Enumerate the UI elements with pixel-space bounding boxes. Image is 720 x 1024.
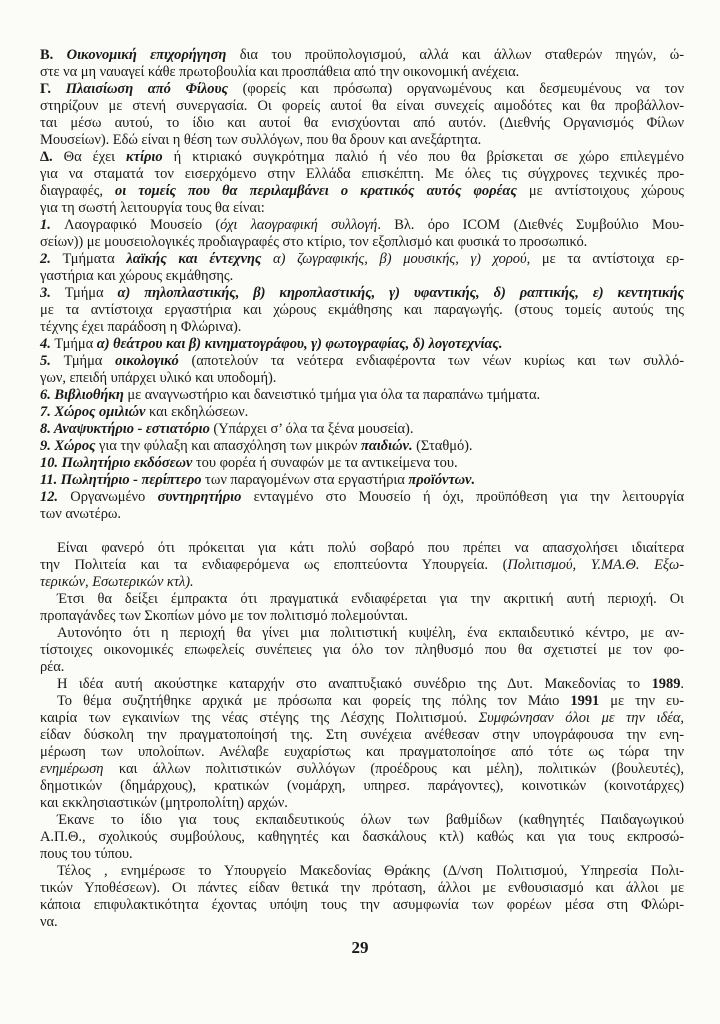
text-segment: Συμφώνησαν όλοι με την ιδέα,	[478, 710, 684, 726]
document-text	[40, 47, 684, 931]
text-line	[40, 693, 684, 710]
text-segment: .	[680, 676, 684, 692]
text-segment: Οργανωμένο	[70, 489, 158, 505]
text-line	[40, 47, 684, 64]
text-segment: 7.	[40, 404, 55, 420]
text-segment: Πλαισίωση από Φίλους	[65, 81, 228, 97]
text-line	[40, 744, 684, 761]
text-segment: Τμήματα	[62, 251, 127, 267]
text-line	[40, 676, 684, 693]
text-segment: διαγραφές,	[40, 183, 115, 199]
text-segment: ενταγμένο στο Μουσείο ή όχι, προϋπόθεση για την λειτουργία	[241, 489, 684, 505]
text-line	[40, 880, 684, 897]
text-segment: τίστοιχες οικονομικές επωφελείς συνέπειες για όλο τον πληθυσμό που θα σχετιστεί με τον φο-	[40, 642, 684, 658]
text-line	[40, 710, 684, 727]
text-line	[40, 642, 684, 659]
text-line	[40, 285, 684, 302]
text-segment: όχι λαογραφική συλλογή	[220, 217, 378, 233]
text-line	[40, 421, 684, 438]
text-segment: σείων)) με μουσειολογικές προδιαγραφές στο κτίριο, τον εξοπλισμό και φυσικά το προσωπικό.	[40, 234, 588, 250]
text-line	[40, 370, 684, 387]
text-segment: και εκδηλώσεων.	[145, 404, 249, 420]
text-segment: γων, επειδή υπάρχει υλικό και υποδομή).	[40, 370, 277, 386]
text-segment: (φορείς και πρόσωπα) οργανωμένους και δεσμευμένους να τον	[227, 81, 684, 97]
text-segment: 1989	[651, 676, 681, 692]
text-line	[40, 404, 684, 421]
text-segment: 4.	[40, 336, 55, 352]
text-segment: Πωλητήριο εκδόσεων	[61, 455, 193, 471]
text-segment: Έκανε το ίδιο για τους εκπαιδευτικούς όλων των βαθμίδων (καθηγητές Παιδαγωγικού	[57, 812, 684, 828]
text-segment: λαϊκής και έντεχνης	[126, 251, 262, 267]
text-segment: Μουσείων). Εδώ είναι η θέση των συλλόγων, που θα δρουν και ανεξάρτητα.	[40, 132, 482, 148]
text-segment: κάποια επιφυλακτικότητα έχοντας υπόψη τους την ασυμφωνία των φορέων μέσα στη Φλώρι-	[40, 897, 684, 913]
text-segment: να.	[40, 914, 58, 930]
text-segment: Οικονομική επιχορήγηση	[66, 47, 227, 63]
text-line	[40, 574, 684, 591]
text-line	[40, 132, 684, 149]
text-line	[40, 727, 684, 744]
text-segment: με τα αντίστοιχα ερ-	[530, 251, 685, 267]
text-segment: 6.	[40, 387, 55, 403]
text-segment: προπαγάνδες των Σκοπίων μόνο με τον πολιτισμό πολεμούνται.	[40, 608, 408, 624]
text-line	[40, 251, 684, 268]
text-segment: Είναι φανερό ότι πρόκειται για κάτι πολύ σοβαρό που πρέπει να απασχολήσει ιδιαίτερα	[57, 540, 684, 556]
text-segment: τέχνης έχει παράδοση η Φλώρινα).	[40, 319, 242, 335]
text-segment: του φορέα ή συναφών με τα αντικείμενα του.	[192, 455, 458, 471]
text-segment: Χώρος	[54, 438, 96, 454]
text-segment: δια του προϋπολογισμού, αλλά και άλλων σταθερών πηγών, ώ-	[226, 47, 684, 63]
text-segment: πους του τύπου.	[40, 846, 133, 862]
text-segment: συντηρητήριο	[157, 489, 242, 505]
text-line	[40, 659, 684, 676]
text-segment: 2.	[40, 251, 63, 267]
text-segment: Έτσι θα δείξει έμπρακτα ότι πραγματικά ενδιαφέρεται για την ακριτική αυτή περιοχή. Οι	[57, 591, 684, 607]
text-segment: α) θεάτρου και β) κινηματογράφου, γ) φωτογραφίας, δ) λογοτεχνίας.	[96, 336, 503, 352]
text-line	[40, 149, 684, 166]
text-segment: με αντίστοιχους χώρους	[516, 183, 684, 199]
text-segment: 5.	[40, 353, 64, 369]
text-segment: Τμήμα	[54, 336, 97, 352]
text-segment: Θα έχει	[63, 149, 127, 165]
text-segment: των ανωτέρω.	[40, 506, 121, 522]
text-line	[40, 438, 684, 455]
text-line	[40, 540, 684, 557]
text-segment: στηρίζουν με στενή συνεργασία. Οι φορείς αυτοί θα είναι συνεχείς αιμοδότες και θα προβάλλον-	[40, 98, 684, 114]
text-segment: Τμήμα	[64, 285, 118, 301]
text-segment: Β.	[40, 47, 67, 63]
section-narrative	[40, 540, 684, 931]
text-segment: Η ιδέα αυτή ακούστηκε καταρχήν στο αναπτυξιακό συνέδριο της Δυτ. Μακεδονίας το	[57, 676, 652, 692]
text-segment: με την ευ-	[599, 693, 684, 709]
text-segment: για τη σωστή λειτουργία τους θα είναι:	[40, 200, 265, 216]
text-segment: 8.	[40, 421, 54, 437]
text-segment: 1991	[570, 693, 600, 709]
text-line	[40, 387, 684, 404]
text-line	[40, 897, 684, 914]
text-segment: καιρία των εγκαινίων της νέας στέγης της Λέσχης Πολιτισμού.	[40, 710, 479, 726]
text-line	[40, 319, 684, 336]
text-line	[40, 353, 684, 370]
text-line	[40, 829, 684, 846]
text-segment: με τα αντίστοιχα εργαστήρια και χώρους εκμάθησης και παραγωγής. (στους τομείς αυτούς της	[40, 302, 684, 318]
text-segment: οι τομείς που θα περιλαμβάνει ο κρατικός αυτός φορέας	[115, 183, 517, 199]
text-segment: τερικών, Εσωτερικών κτλ).	[40, 574, 194, 590]
text-segment: παιδιών.	[360, 438, 413, 454]
text-line	[40, 863, 684, 880]
text-line	[40, 234, 684, 251]
text-segment: Αναψυκτήριο - εστιατόριο	[53, 421, 210, 437]
text-line	[40, 506, 684, 523]
text-segment: Πωλητήριο - περίπτερο	[60, 472, 202, 488]
text-line	[40, 778, 684, 795]
text-line	[40, 608, 684, 625]
text-segment: Γ.	[40, 81, 66, 97]
text-segment: 3.	[40, 285, 65, 301]
page-number: 29	[351, 938, 369, 957]
text-segment: Τέλος , ενημέρωσε το Υπουργείο Μακεδονίας Θράκης (Δ/νση Πολιτισμού, Υπηρεσία Πολι-	[57, 863, 684, 879]
text-line	[40, 200, 684, 217]
text-line	[40, 81, 684, 98]
text-line	[40, 455, 684, 472]
text-segment: με αναγνωστήριο και δανειστικό τμήμα για όλα τα παραπάνω τμήματα.	[123, 387, 541, 403]
text-line	[40, 472, 684, 489]
text-segment: Το θέμα συζητήθηκε αρχικά με πρόσωπα και φορείς της πόλης τον Μάιο	[57, 693, 571, 709]
text-segment: ται μέσω αυτού, το ίδιο και αυτοί θα ενισχύονται από αυτόν. (Διεθνής Οργανισμός Φίλων	[40, 115, 684, 131]
text-segment: μέρωση των υπολοίπων. Ανέλαβε ευχαρίστως και πραγματοποίησε από τότε ως τώρα την	[40, 744, 684, 760]
text-line	[40, 795, 684, 812]
text-line	[40, 183, 684, 200]
text-segment: ενημέρωση	[40, 761, 104, 777]
text-line	[40, 166, 684, 183]
text-segment: και άλλων πολιτιστικών συλλόγων (προέδρους και μέλη), πολιτικών (βουλευτές),	[103, 761, 684, 777]
text-line	[40, 591, 684, 608]
text-segment: την Πολιτεία και τα ενδιαφερόμενα ως εποπτεύοντα Υπουργεία. (	[40, 557, 508, 573]
text-line	[40, 625, 684, 642]
text-segment: α) ζωγραφικής, β) μουσικής, γ) χορού,	[261, 251, 531, 267]
text-segment: στε να μη ναυαγεί κάθε πρωτοβουλία και προσπάθεια από την οικονομική ανέχεια.	[40, 64, 520, 80]
text-segment: Τμήμα	[63, 353, 116, 369]
text-segment: Α.Π.Θ., σχολικούς συμβούλους, καθηγητές και δασκάλους κτλ) καθώς και για τους εκπροσώ-	[40, 829, 684, 845]
text-segment: γαστήρια και χώρους εκμάθησης.	[40, 268, 234, 284]
text-segment: είδαν δύσκολη την πραγματοποίησή της. Στη συνέχεια ανέθεσαν στην υπογράφουσα την ενη-	[40, 727, 684, 743]
text-segment: Πολιτισμού, Υ.ΜΑ.Θ. Εξω-	[507, 557, 684, 573]
text-line	[40, 268, 684, 285]
text-segment: ή κτιριακό συγκρότημα παλιό ή νέο που θα βρίσκεται σε χώρο επιλεγμένο	[162, 149, 684, 165]
text-line	[40, 217, 684, 234]
text-segment: (αποτελούν τα νεότερα ενδιαφέροντα των νέων κυρίως και των συλλό-	[178, 353, 684, 369]
text-segment: 9.	[40, 438, 55, 454]
text-segment: α) πηλοπλαστικής, β) κηροπλαστικής, γ) υφαντικής, δ) ραπτικής, ε) κεντητικής	[117, 285, 684, 301]
text-segment: ρέα.	[40, 659, 65, 675]
text-segment: 12.	[40, 489, 71, 505]
text-line	[40, 489, 684, 506]
text-segment: για να σταματά τον εισερχόμενο στην Ελλάδα επισκέπτη. Με όλες τις σύγχρονες τεχνικές προ-	[40, 166, 684, 182]
text-line	[40, 302, 684, 319]
text-segment: οικολογικό	[115, 353, 179, 369]
text-segment: κτίριο	[126, 149, 163, 165]
text-segment: 1.	[40, 217, 65, 233]
text-line	[40, 557, 684, 574]
text-segment: (Σταθμό).	[412, 438, 473, 454]
text-segment: τικών Υποθέσεων). Οι πάντες είδαν θετικά την πρόταση, άλλοι με ενθουσιασμό και άλλοι με	[40, 880, 684, 896]
text-segment: και εκκλησιαστικών (μητροπολίτη) αρχών.	[40, 795, 288, 811]
text-segment: προϊόντων.	[408, 472, 476, 488]
text-line	[40, 98, 684, 115]
text-segment: για την φύλαξη και απασχόληση των μικρών	[95, 438, 361, 454]
text-line	[40, 846, 684, 863]
text-segment: δημοτικών (δημάρχους), κρατικών (νομάρχη, υπηρεσ. παράγοντες), κοινοτικών (κοινοτάρχες)	[40, 778, 684, 794]
text-line	[40, 115, 684, 132]
text-segment: Λαογραφικό Μουσείο (	[64, 217, 221, 233]
text-segment: Δ.	[40, 149, 64, 165]
text-line	[40, 812, 684, 829]
text-segment: 11.	[40, 472, 61, 488]
text-line	[40, 761, 684, 778]
text-segment: των παραγομένων στα εργαστήρια	[201, 472, 409, 488]
text-line	[40, 64, 684, 81]
text-line	[40, 914, 684, 931]
text-segment: (Υπάρχει σ’ όλα τα ξένα μουσεία).	[209, 421, 414, 437]
text-segment: Αυτονόητο ότι η περιοχή θα γίνει μια πολιτιστική κυψέλη, ένα εκπαιδευτικό κέντρο, με αν-	[57, 625, 684, 641]
text-segment: . Βλ. όρο ICOM (Διεθνές Συμβούλιο Μου-	[377, 217, 684, 233]
text-line	[40, 336, 684, 353]
text-segment: Βιβλιοθήκη	[54, 387, 124, 403]
text-segment: 10.	[40, 455, 62, 471]
section-proposal-points	[40, 47, 684, 523]
text-segment: Χώρος ομιλιών	[54, 404, 146, 420]
